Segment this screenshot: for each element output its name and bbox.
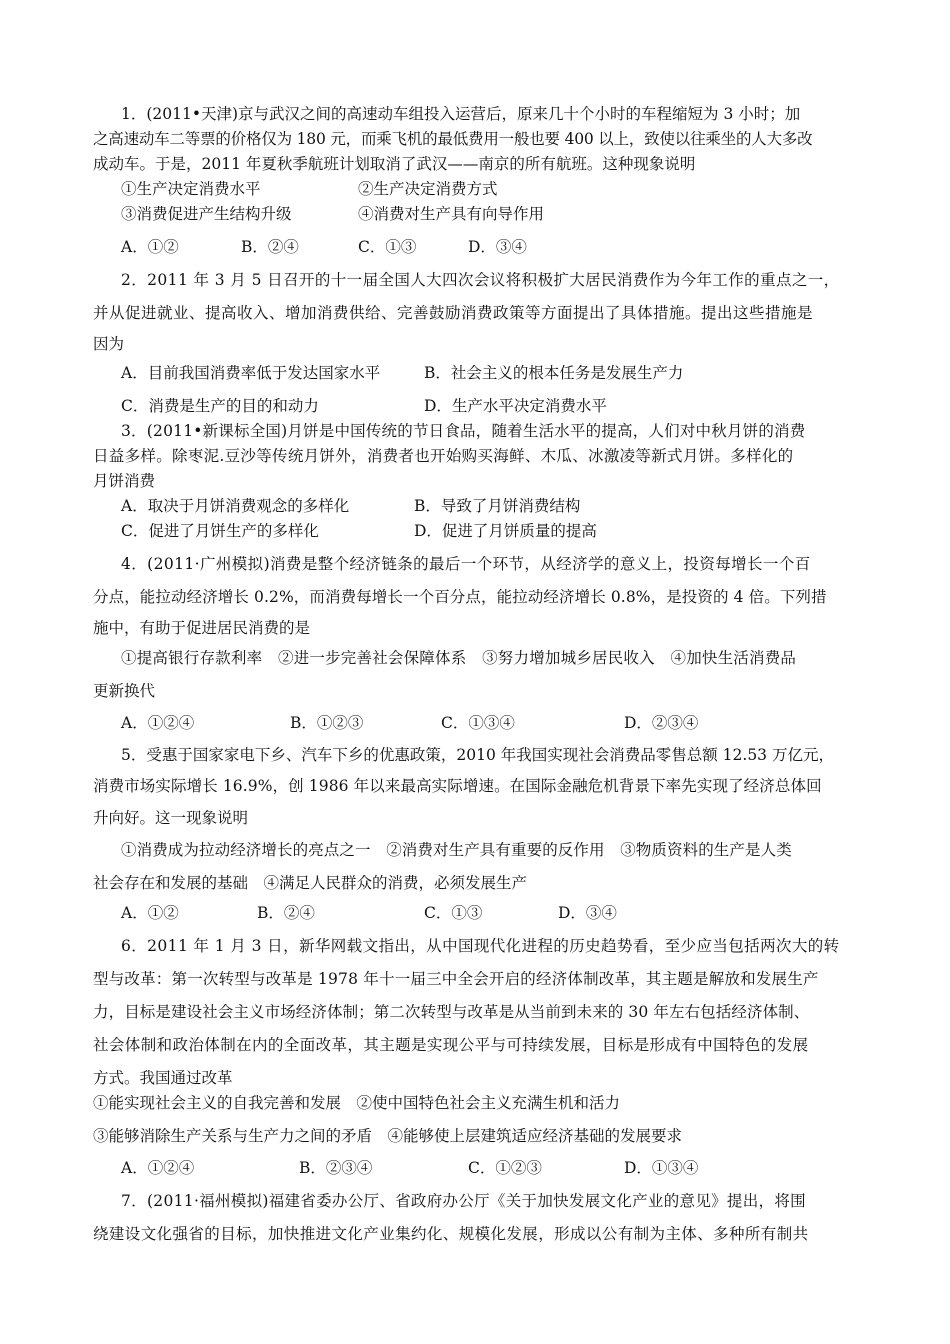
- statement-option: ④消费对生产具有向导作用: [358, 205, 545, 223]
- answer-choice: A．取决于月饼消费观念的多样化: [121, 497, 350, 515]
- question-text-line: 型与改革：第一次转型与改革是 1978 年十一届三中全会开启的经济体制改革，其主题是解放和发展生产: [93, 970, 819, 988]
- answer-choice: B．社会主义的根本任务是发展生产力: [424, 364, 684, 382]
- answer-choice: C．①③: [358, 238, 417, 256]
- answer-choice: A．①②: [121, 904, 179, 922]
- question-text-line: 4．(2011·广州模拟)消费是整个经济链条的最后一个环节，从经济学的意义上，投资每增长一个百: [121, 555, 811, 573]
- question-text-line: 绕建设文化强省的目标，加快推进文化产业集约化、规模化发展，形成以公有制为主体、多种所有制共: [93, 1225, 809, 1243]
- answer-choice: A．目前我国消费率低于发达国家水平: [121, 364, 381, 382]
- question-text-line: 6．2011 年 1 月 3 日，新华网载文指出，从中国现代化进程的历史趋势看，至少应当包括两次大的转: [121, 937, 840, 955]
- statement-option: ①能实现社会主义的自我完善和发展 ②使中国特色社会主义充满生机和活力: [93, 1094, 621, 1112]
- statement-option: 社会存在和发展的基础 ④满足人民群众的消费，必须发展生产: [93, 874, 528, 892]
- answer-choice: D．生产水平决定消费水平: [424, 397, 607, 415]
- answer-choice: B．②③④: [299, 1159, 373, 1177]
- answer-choice: B．②④: [241, 238, 299, 256]
- answer-choice: B．①②③: [290, 714, 364, 732]
- question-text-line: 5．受惠于国家家电下乡、汽车下乡的优惠政策，2010 年我国实现社会消费品零售总额 12.53 万亿元，: [121, 746, 834, 764]
- answer-choice: C．消费是生产的目的和动力: [121, 397, 319, 415]
- question-text-line: 方式。我国通过改革: [93, 1069, 233, 1087]
- answer-choice: D．①③④: [624, 1159, 699, 1177]
- answer-choice: A．①②④: [121, 1159, 195, 1177]
- question-text-line: 因为: [93, 335, 125, 353]
- answer-choice: C．促进了月饼生产的多样化: [121, 522, 319, 540]
- question-text-line: 并从促进就业、提高收入、增加消费供给、完善鼓励消费政策等方面提出了具体措施。提出这些措施是: [93, 304, 814, 322]
- answer-choice: D．②③④: [624, 714, 699, 732]
- answer-choice: D．促进了月饼质量的提高: [414, 522, 597, 540]
- statement-option: ②生产决定消费方式: [358, 180, 498, 198]
- answer-choice: D．③④: [468, 238, 527, 256]
- answer-choice: C．①③④: [441, 714, 515, 732]
- question-text-line: 力，目标是建设社会主义市场经济体制；第二次转型与改革是从当前到未来的 30 年左右包括经济体制、: [93, 1003, 810, 1021]
- question-text-line: 消费市场实际增长 16.9%，创 1986 年以来最高实际增速。在国际金融危机背景下率先实现了经济总体回: [93, 777, 822, 795]
- question-text-line: 1．(2011•天津)京与武汉之间的高速动车组投入运营后，原来几十个小时的车程缩短为 3 小时；加: [121, 105, 801, 123]
- question-text-line: 更新换代: [93, 682, 156, 700]
- question-text-line: 日益多样。除枣泥.豆沙等传统月饼外，消费者也开始购买海鲜、木瓜、冰激凌等新式月饼。多样化的: [93, 447, 794, 465]
- answer-choice: C．①②③: [468, 1159, 542, 1177]
- question-text-line: 之高速动车二等票的价格仅为 180 元，而乘飞机的最低费用一般也要 400 以上，致使以往乘坐的人大多改: [93, 130, 813, 148]
- statement-option: ①生产决定消费水平: [121, 180, 261, 198]
- question-text-line: 升向好。这一现象说明: [93, 809, 249, 827]
- question-text-line: 7．(2011·福州模拟)福建省委办公厅、省政府办公厅《关于加快发展文化产业的意见》提出，将围: [121, 1192, 806, 1210]
- question-text-line: 2．2011 年 3 月 5 日召开的十一届全国人大四次会议将积极扩大居民消费作为今年工作的重点之一，: [121, 271, 840, 289]
- question-text-line: 分点，能拉动经济增长 0.2%，而消费每增长一个百分点，能拉动经济增长 0.8%，是投资的 4 倍。下列措: [93, 588, 827, 606]
- statement-option: ③消费促进产生结构升级: [121, 205, 292, 223]
- answer-choice: B．导致了月饼消费结构: [414, 497, 581, 515]
- answer-choice: B．②④: [257, 904, 315, 922]
- answer-choice: A．①②: [121, 238, 179, 256]
- answer-choice: C．①③: [424, 904, 483, 922]
- statement-option: ①提高银行存款利率 ②进一步完善社会保障体系 ③努力增加城乡居民收入 ④加快生活消费品: [121, 649, 797, 667]
- question-text-line: 社会体制和政治体制在内的全面改革，其主题是实现公平与可持续发展，目标是形成有中国特色的发展: [93, 1036, 809, 1054]
- answer-choice: A．①②④: [121, 714, 195, 732]
- answer-choice: D．③④: [558, 904, 617, 922]
- question-text-line: 月饼消费: [93, 472, 156, 490]
- question-text-line: 3．(2011•新课标全国)月饼是中国传统的节日食品，随着生活水平的提高，人们对中秋月饼的消费: [121, 422, 806, 440]
- question-text-line: 施中，有助于促进居民消费的是: [93, 619, 311, 637]
- question-text-line: 成动车。于是，2011 年夏秋季航班计划取消了武汉——南京的所有航班。这种现象说明: [93, 155, 696, 173]
- statement-option: ③能够消除生产关系与生产力之间的矛盾 ④能够使上层建筑适应经济基础的发展要求: [93, 1127, 683, 1145]
- statement-option: ①消费成为拉动经济增长的亮点之一 ②消费对生产具有重要的反作用 ③物质资料的生产是人类: [121, 841, 792, 859]
